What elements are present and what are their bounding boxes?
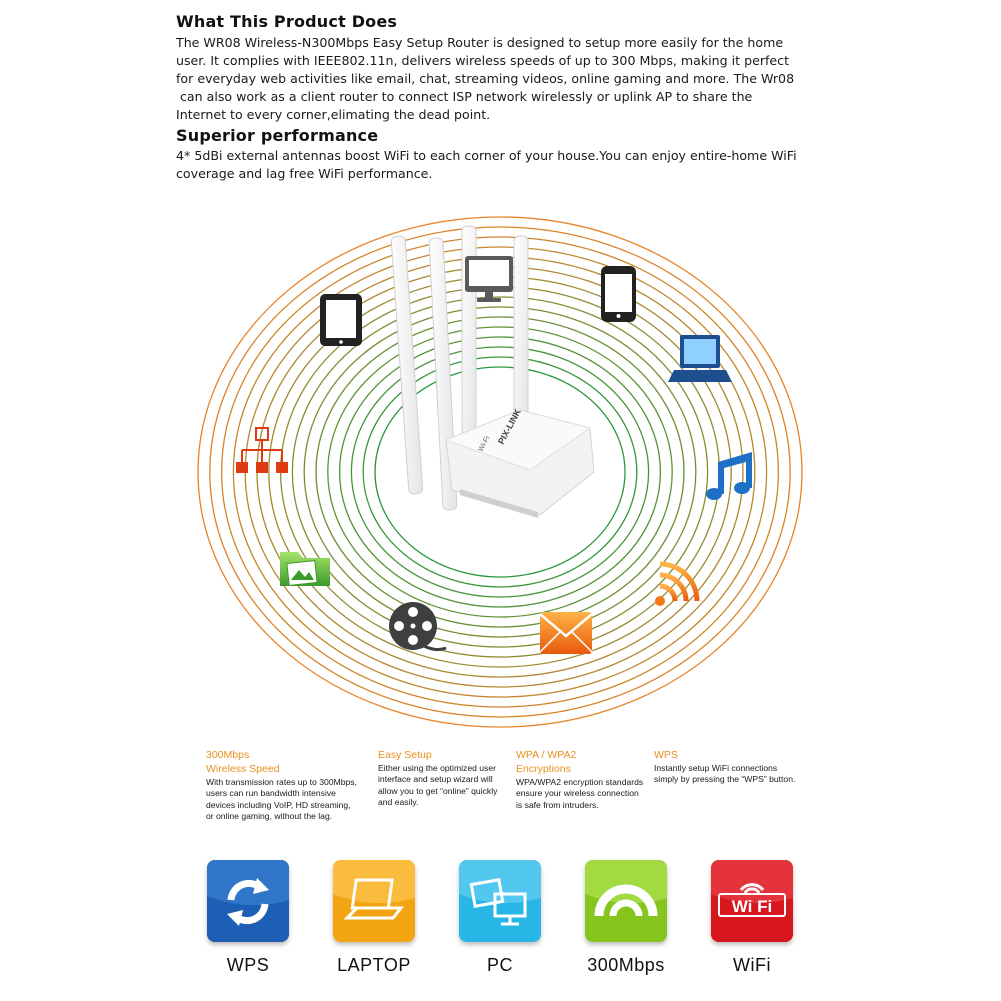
router-badge-label: Wi-Fi	[477, 435, 492, 453]
feature-desc-line: interface and setup wizard will	[378, 774, 493, 785]
intro-title: What This Product Does	[176, 12, 398, 31]
feature-title-line: Easy Setup	[378, 749, 432, 761]
tile-laptop	[333, 860, 415, 942]
network-icon	[236, 428, 288, 473]
feature-desc-line: ensure your wireless connection	[516, 788, 639, 799]
signal-arc-icon	[585, 860, 667, 942]
feature-desc-line: Either using the optimized user	[378, 763, 496, 773]
feature-title-line: Encryptions	[516, 763, 571, 775]
tablet-icon	[320, 294, 362, 346]
feature-desc-line: and easily.	[378, 797, 419, 808]
feature-description	[206, 777, 357, 823]
laptop-icon	[333, 860, 415, 942]
music-icon	[706, 452, 752, 500]
film-reel-icon	[389, 602, 446, 650]
feature-title	[206, 748, 357, 776]
tile-pc	[459, 860, 541, 942]
feature-title	[516, 748, 643, 776]
tile-wps	[207, 860, 289, 942]
feature-desc-line: or online gaming, without the lag.	[206, 811, 333, 822]
tile-label-pc: PC	[486, 955, 513, 975]
tile-300mbps	[585, 860, 667, 942]
intro-line: Internet to every corner,elimating the dead point.	[176, 107, 491, 122]
tile-label-300mbps: 300Mbps	[587, 955, 665, 975]
feature-desc-line: users can run bandwidth intensive	[206, 788, 336, 799]
feature-description	[378, 763, 497, 809]
feature-title-line: 300Mbps	[206, 749, 250, 761]
intro-line: for everyday web activities like email, chat, streaming videos, online gaming and more. The Wr08	[176, 71, 795, 86]
mail-icon	[540, 612, 592, 654]
feature-desc-line: WPA/WPA2 encryption standards	[516, 777, 644, 787]
intro-line: can also work as a client router to connect ISP network wirelessly or uplink AP to share the	[176, 89, 753, 104]
feature-title-line: WPA / WPA2	[516, 749, 577, 761]
feature-description	[516, 777, 643, 811]
feature-encryption	[516, 748, 643, 811]
tile-label-wifi: WiFi	[733, 955, 771, 975]
feature-title-line: Wireless Speed	[206, 763, 280, 775]
feature-speed	[206, 748, 357, 823]
intro-line: The WR08 Wireless-N300Mbps Easy Setup Router is designed to setup more easily for the home	[176, 35, 784, 50]
tile-label-wps: WPS	[226, 955, 270, 975]
feature-description	[654, 763, 795, 786]
performance-line: 4* 5dBi external antennas boost WiFi to each corner of your house.You can enjoy entire-home WiFi	[176, 148, 797, 163]
feature-title	[378, 748, 497, 762]
tile-label-laptop: LAPTOP	[337, 955, 411, 975]
feature-title	[654, 748, 795, 762]
feature-title-line: WPS	[654, 749, 678, 761]
phone-icon	[601, 266, 636, 322]
pc-icon	[459, 860, 541, 942]
feature-easy-setup	[378, 748, 497, 809]
laptop-icon	[668, 335, 732, 382]
feature-wps	[654, 748, 795, 786]
feature-desc-line: simply by pressing the “WPS” button.	[654, 774, 796, 785]
wifi-tile-text: Wi Fi	[731, 897, 773, 916]
intro-line: user. It complies with IEEE802.11n, delivers wireless speeds of up to 300 Mbps, making it perfect	[176, 53, 790, 68]
performance-title: Superior performance	[176, 126, 379, 145]
router-brand-label: PIX-LINK	[495, 407, 523, 446]
feature-desc-line: devices including VoIP, HD streaming,	[206, 799, 351, 810]
feature-desc-line: is safe from intruders.	[516, 799, 599, 810]
feature-desc-line: Instantly setup WiFi connections	[654, 763, 778, 773]
feature-desc-line: With transmission rates up to 300Mbps,	[206, 777, 357, 787]
wps-refresh-icon	[207, 860, 289, 942]
feature-desc-line: allow you to get “online” quickly	[378, 785, 498, 796]
tile-wifi	[711, 860, 793, 942]
wifi-icon	[711, 860, 793, 942]
performance-line: coverage and lag free WiFi performance.	[176, 166, 433, 181]
